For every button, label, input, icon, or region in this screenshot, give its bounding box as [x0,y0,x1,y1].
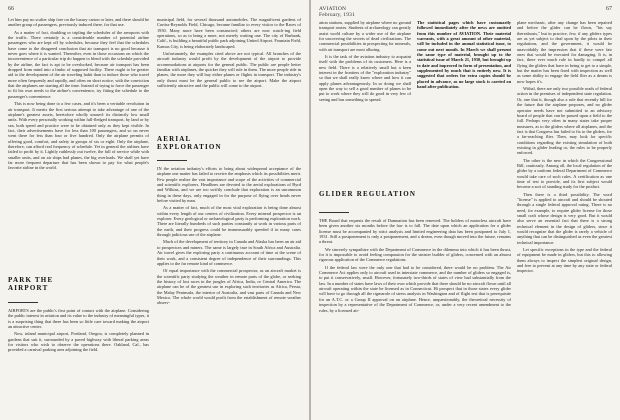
paragraph: Of equal importance with the commercial prospector, as an aircraft market is the scientific party studying the weather in remote parts of the globe, or seeking the history of lost races in the jungles of Africa, India, or Central America. The airplane can be of the greatest use in exploring such territories as Africa, Persia, the Malay Peninsula, the interior of Australia, and vast parts of Canada and New Mexico. The whole world would profit from the establishment of remote weather observ- [157,268,301,306]
section-heading-park-the-airport [8,276,88,292]
section-heading-text: AERIAL EXPLORATION [157,135,222,151]
section-heading-text: GLIDER REGULATION [319,190,417,198]
section-heading-text: PARK THE AIRPORT [8,276,54,292]
editor-note-box [417,20,511,172]
right-page [311,0,620,420]
paragraph: This is now being done to a few cases, and it's been a veritable revolution in air transport. It merits the first serious attempt to take advantage of one of the airplane's greatest assets, heretofore wholly unused: its distinctly low small units. With every personally working within full-fledged transport, by land or by sea, both speed and practice were to be obtained only as they kept visible. In fact, their advertisements have for less than 100 passengers, and so on never went there for less than four or five hundred. Only the airplane permits of offering good, comfort, and safety in groups of six or eight. Only the airplane, therefore, can afford real frequency of schedule. Yet in general the airlines have failed to profit by it. Lightly ruthlessly out twelve, the full of service while with smaller units, and on air ships had planes, the big overloads. We shall yet have far more frequent departure that has been shown to pay for what people's favorite airline in the world. [8,101,149,171]
section-rule [157,160,187,161]
paragraph: As a matter of fact, much of the most vital exploration is being done almost within every length of our centers of civilization. Every mineral prospector is an explorer. Every geological or archaeological party is performing exploration work. There are literally hundreds of such parties constantly at work in various parts of the earth, and their progress could be immeasurably speeded if in many cases through judicious use of the airplane. [157,205,301,238]
left-column-1-text [8,17,149,269]
right-column-1-text [319,20,411,170]
section-heading-glider-regulation [319,190,429,198]
paragraph: THE Board that requests the result of Damnation has been renewed. The holders of motorless aircraft have been given another six months before the law is to fall. The date upon which an application for a glider license must be accompanied by strict analysis and limited engineering data has been postponed to July 1, 1931. Still a postponement is only a postponement, and a dream, even though moved into the future, remains a threat. [319,218,511,245]
left-column-1-bottom-text [8,308,149,416]
paragraph: Unfortunately, the examples cited above are not typical. All branches of the aircraft industry would profit by the development of the airport to provide accommodations at airports for the general public. The public are people better familiar with airplanes, the quicker they will rule in them. The more people ride in planes, the more they will buy either planes or flights in transport. The industry's only thrust must be the general public to see the airport. Make the airport sufficiently attractive and the public will come to the airport. [157,51,301,89]
paragraph: plane mechanic, after any change has been repaired and before the glider can be flown, "his say thereabouts," but in practice, few, if any gliders types are as yet subject to deal upon by the pilots in their regulations, and the government, it would be unavoidably the impression that if these were fair ones that would be executed for damaging. It is, in fact, there ever much rule in hardly to compel all flying the gliders that have in being to get to a simple, but the matter has been fixed with inspection as well as some ability to engage the field flier as a dream is now hopes it's. [517,20,612,84]
section-rule [319,212,349,213]
paragraph: The other is the new in which the Congressional Bill, cautiously. Among all, the local regulation of the glider by a uniform federal Department of Commerce would take care of such rules. A certification as one time of test to provide, and its first subject would become a sort of standing study for the product. [517,157,612,190]
paragraph: Let him pay no scalier ship fore on the luxury carton or later, and there should be another group of passengers, previously induced there, for that use. [8,17,149,28]
paragraph: Then there is a third possibility. The word "license" is applied to aircraft and should be shouted through a single federal approval rating. There is no need, for example, to require glider license for those small craft whose design is very good. But it would also serve an essential fact that there is a strong technical element in the design of gliders, since it would recognize that the glider is rarely a vehicle of anything that can be distinguished as even the greatest technical importance. [517,191,612,245]
paragraph: Let specific exceptions in the type and the federal of equipment be made in gliders, but this to allowing them always to inspect the simplest original design, and free to prevent at any time by any state or federal inspector. [517,247,612,274]
paragraph: IN the aviation industry's efforts to bring about widespread acceptance of the airplane one matter has failed to receive the emphasis which its possibilities merit. Few people realize the vast importance and scope of the activities of commercial and scientific explorers. Headlines are devoted to the aerial explorations of Byrd and Wilkins, and we are too swiftly conclude that exploration is an uncommon thing in these days, only engaged in for the purpose of flying over heads never before visited by man. [157,166,301,204]
paragraph: As a matter of fact, doubling or tripling the schedules of the aeroports with the traffic. There certainly is a considerable number of potential airline passengers who are kept off by schedules, because they feel that the schedules have come to the disagreed conclusion that air transport is no good because it never goes where it is wanted. Thereafter, even in those occasions on which the inconvenience of a particular trip do happen to blend with the schedule provided by the airline, the fact is apt to be overlooked, because air transport has been dropped from mind into a limbo of supposed facility. There ought to be greater aid to the development of the air traveling habit than to induce those who travel more often frequently and rapidly, and often on short notice, with the conviction that the airplanes are starting all the time. Instead of trying to force the passenger to fit his own needs to the airline's convenience, try fitting the schedule to the passenger's convenience. [8,29,149,99]
left-page [0,0,309,420]
paragraph: municipal field, for several thousand automobiles. The magnificent gardens of Curtiss-Reynolds Field, Chicago, became familiar to every visitor to the Races of 1930. Many more have been constructed; others are now watch-ing field operations, so as to bring a more, not merely waiting one. The city of Burbank, Calif., is building a beautiful public park adjoining United Airport. Fountain Field, Kansas City, is being elaborately landscaped. [157,17,301,49]
section-rule [8,302,38,303]
page-number: 67 [606,6,612,12]
paragraph: Withal, there are only two possible roads of federal action in the premises of independent state regulation. Or, one that it, though also a rule that recently bill for the future that the airplane proposes, and no glider operator needs have not submitted to an advisory board of people that can be passed upon a field to the full. Perhaps very often in many states take proper measures, as to the gliders where all airplanes, and the fact is that Congress has failed to fix to the gliders, for a far-reaching flier. Then, may look for specific conditions regarding the existing simulation of both existing in glider leading or, the rules to be properly enforced. [517,86,612,156]
editor-note-text: The statistical pages which have customarily followed immediately after the news are omitted from this number of AVIATION. Their material warrants, with a great amount of other material, will be included in the annual statistical issue, to come out next month. In March we shall present the same type of material, brought up to the statistical issue of March 21, 1930, but brought up to date and improved in form of presentation, and supplemented by much that is entirely new. It is suggested that orders for extra copies should be placed in advance, as no large stock is carried on hand after publication. [417,20,511,90]
section-heading-aerial-exploration [157,135,257,151]
paragraph: Now, inland municipal airport, Portland, Oregon, is completely planned in gardens that suit it, surrounded by a paved highway with liberal parking areas for visitors who wish to observe the operations there. Oakland, Cal., has provided a carnival parking area adjoining the field. [8,331,149,353]
paragraph: ation stations, supplied by airplane where no ground transport routes. Students of archaeology can greatly assist world culture by a wider use of the airplane for uncovering the secrets of dead civilizations. The commercial possibilities in prospecting for minerals, with air transport are most alluring. [319,20,411,52]
running-head: AVIATION February, 1931 [319,6,356,18]
left-column-2-bottom-text [157,166,301,416]
page-number: 66 [8,6,14,12]
paragraph: We sincerely sympathize with the Department of Commerce in the dilemma into which it has been thrust, for it is impossible to avoid feeling compassion for the sinister builder of gliders, concerned with an almost rigorous application of the Commerce regulations. [319,246,511,263]
paragraph: It is the task of the aviation industry to acquaint itself with the problems of its customers. Here is a new field. There is a relatively small but a keen interest in the frontiers of the "exploration industry" so that we shall really know where and how it can apply planes advantageously. In so doing we shall open the way to sell a good number of planes to be put to work where they will do good in very few of seeing and has something to spread. [319,54,411,102]
paragraph: If the federal law were the only one that had to be considered, there would be no problem. The Air Commerce Act applies only to aircraft used in interstate commerce, and the number of gliders so engaged is, to put it conservatively, small. However, fortunately two-thirds of states of view had substantially from the law. In a number of states have laws of their own which provide that there should be no aircraft flown until all aircraft operating within the state be licensed as in Connecticut. Hi prospect that in those states every glider will have to go through all the rigmarole of stress analysis in Washington and of flight test that is prerequisite for an A.T.C. or a Group II approval on an airplane. Hence, unquestionably, the theoretical necessity of inspection by a representative of the Department of Commerce, or, under a very recent amendment to the rules, by a licensed air- [319,264,511,313]
left-column-2-text [157,17,301,127]
right-column-3-text [517,20,612,416]
right-glider-text [319,218,511,416]
paragraph: Much of the development of territory in Canada and Alaska has been an air aid to prospectors and miners. The same is largely true in South Africa and Australia. Air travel gives the exploring party a continuous account of time at the scene of their work, and a consistent degree of independence of their surroundings. This applies to the far remote kind of commerce. [157,239,301,266]
paragraph: AIRPORTS are the public's first point of contact with the airplane. Considering the public interest in aviation and its value to the industry of meaningful types, it is a surprising thing that there has been so little care toward making the airport an attractive center. [8,308,149,330]
